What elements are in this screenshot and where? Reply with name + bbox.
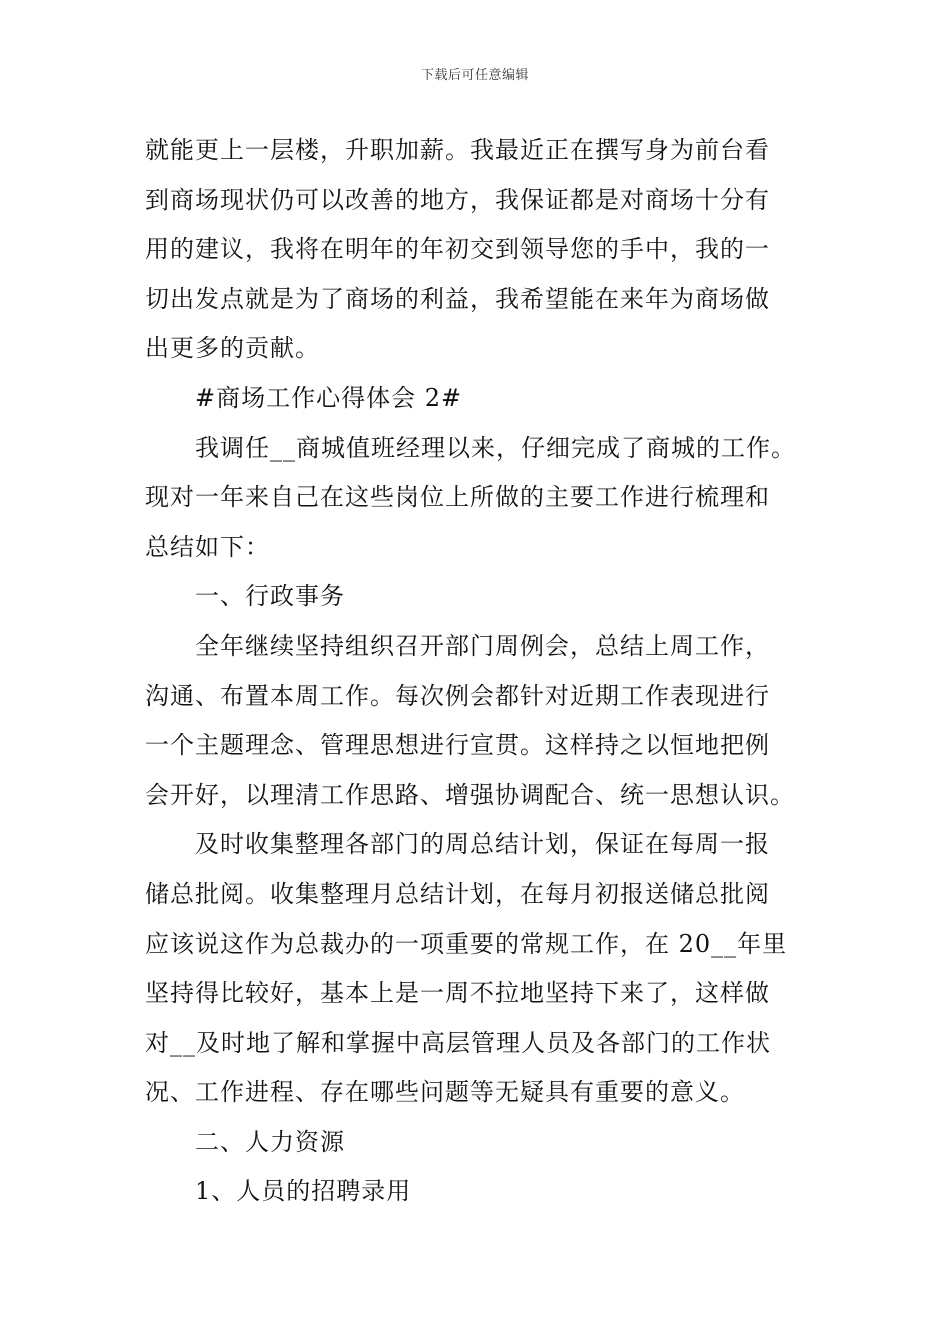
text-line: 一个主题理念、管理思想进行宣贯。这样持之以恒地把例	[145, 731, 770, 760]
section-heading: #商场工作心得体会 2#	[195, 383, 463, 412]
document-body	[145, 126, 825, 1217]
text-line: 用的建议，我将在明年的年初交到领导您的手中，我的一	[145, 235, 770, 264]
page-header: 下载后可任意编辑	[420, 68, 529, 83]
text-line: 切出发点就是为了商场的利益，我希望能在来年为商场做	[145, 284, 770, 313]
text-line: 况、工作进程、存在哪些问题等无疑具有重要的意义。	[145, 1078, 745, 1107]
section-heading: 一、行政事务	[195, 582, 345, 611]
text-line: 总结如下：	[145, 532, 270, 561]
text-line: 现对一年来自己在这些岗位上所做的主要工作进行梳理和	[145, 483, 770, 512]
text-line: 沟通、布置本周工作。每次例会都针对近期工作表现进行	[145, 681, 770, 710]
text-line: 坚持得比较好，基本上是一周不拉地坚持下来了，这样做	[145, 979, 770, 1008]
text-line: 储总批阅。收集整理月总结计划，在每月初报送储总批阅	[145, 879, 770, 908]
text-line: 出更多的贡献。	[145, 334, 320, 363]
paragraph-start: 我调任__商城值班经理以来，仔细完成了商城的工作。	[195, 433, 796, 462]
text-line: 应该说这作为总裁办的一项重要的常规工作，在 20__年里	[145, 929, 788, 958]
text-line: 对__及时地了解和掌握中高层管理人员及各部门的工作状	[145, 1028, 771, 1057]
text-line: 到商场现状仍可以改善的地方，我保证都是对商场十分有	[145, 185, 770, 214]
paragraph-start: 全年继续坚持组织召开部门周例会，总结上周工作，	[195, 631, 770, 660]
text-line: 就能更上一层楼，升职加薪。我最近正在撰写身为前台看	[145, 136, 770, 164]
section-heading: 二、人力资源	[195, 1127, 345, 1156]
subsection-heading: 1、人员的招聘录用	[195, 1177, 412, 1206]
paragraph-start: 及时收集整理各部门的周总结计划，保证在每周一报	[195, 830, 770, 859]
text-line: 会开好，以理清工作思路、增强协调配合、统一思想认识。	[145, 780, 795, 809]
